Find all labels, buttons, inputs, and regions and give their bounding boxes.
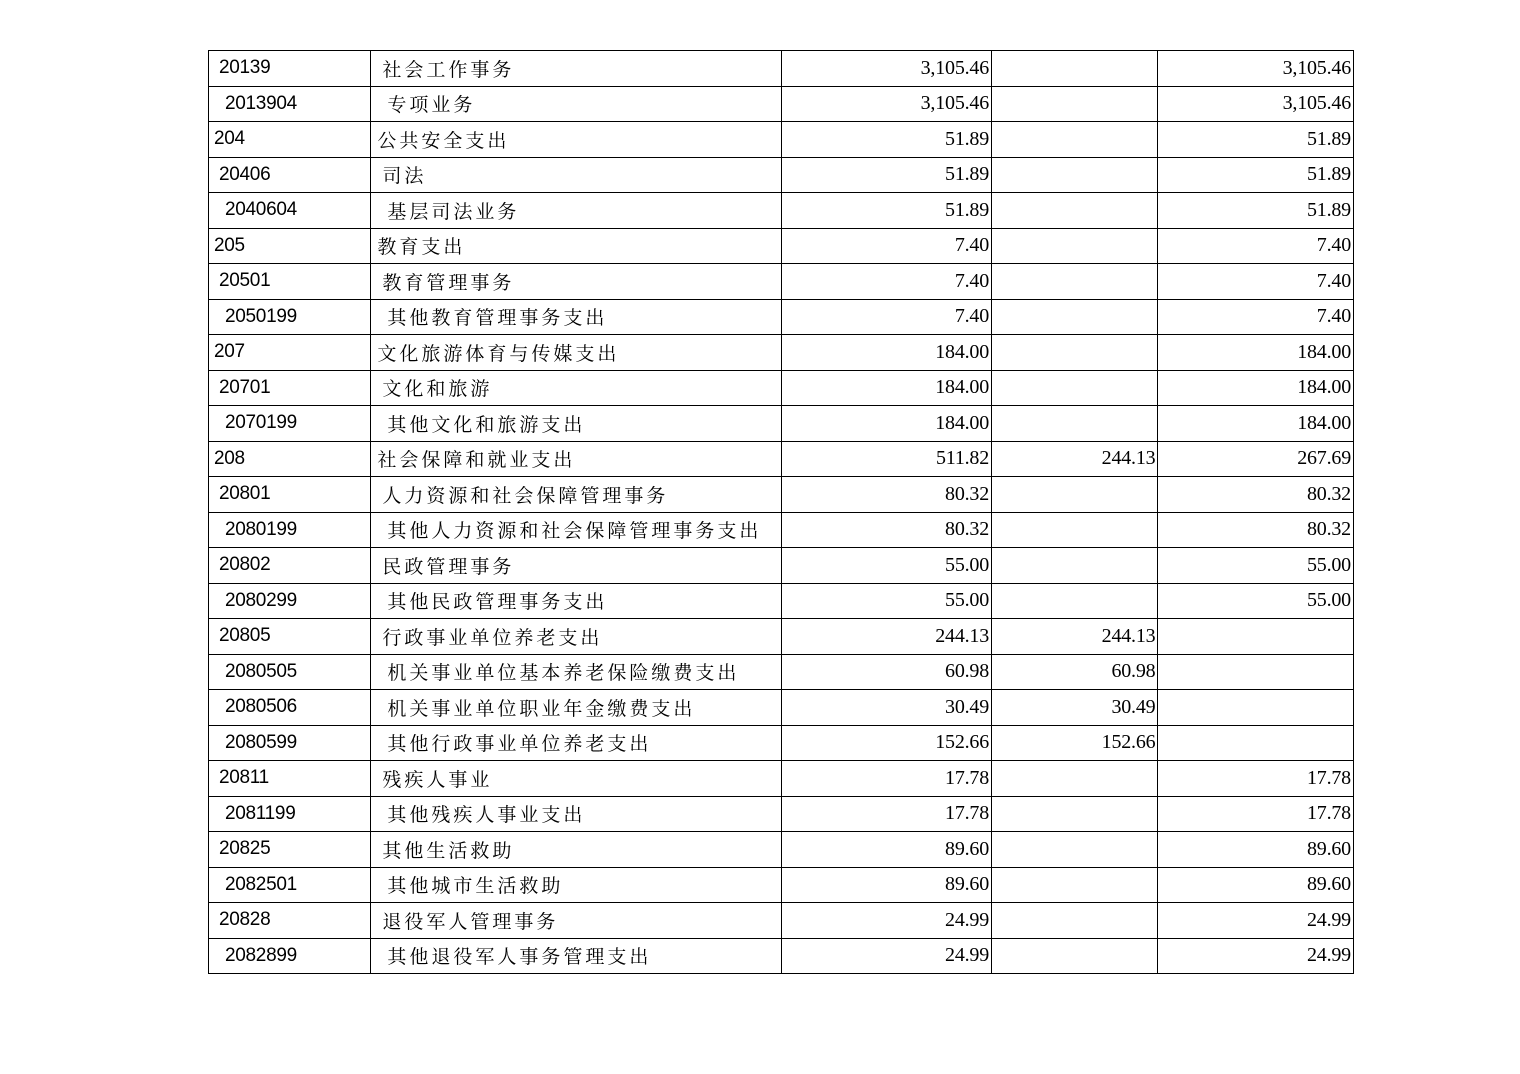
total-amount-cell: 17.78 — [782, 796, 992, 832]
table-row — [209, 335, 1354, 371]
basic-expenditure-cell — [992, 938, 1158, 974]
subject-name-cell: 公共安全支出 — [371, 122, 782, 158]
subject-name-cell: 人力资源和社会保障管理事务 — [371, 477, 782, 513]
subject-code-cell: 207 — [209, 335, 371, 371]
total-amount-cell: 80.32 — [782, 477, 992, 513]
table-row — [209, 619, 1354, 655]
subject-name-cell: 残疾人事业 — [371, 761, 782, 797]
total-amount-cell: 244.13 — [782, 619, 992, 655]
basic-expenditure-cell — [992, 903, 1158, 939]
table-row — [209, 406, 1354, 442]
basic-expenditure-cell: 244.13 — [992, 441, 1158, 477]
project-expenditure-cell: 3,105.46 — [1158, 86, 1354, 122]
project-expenditure-cell: 80.32 — [1158, 477, 1354, 513]
table-row — [209, 86, 1354, 122]
basic-expenditure-cell — [992, 867, 1158, 903]
project-expenditure-cell: 24.99 — [1158, 903, 1354, 939]
subject-name-cell: 司法 — [371, 157, 782, 193]
project-expenditure-cell: 89.60 — [1158, 832, 1354, 868]
subject-code-cell: 204 — [209, 122, 371, 158]
total-amount-cell: 55.00 — [782, 583, 992, 619]
subject-name-cell: 教育管理事务 — [371, 264, 782, 300]
basic-expenditure-cell — [992, 193, 1158, 229]
subject-name-cell: 其他退役军人事务管理支出 — [371, 938, 782, 974]
total-amount-cell: 7.40 — [782, 264, 992, 300]
total-amount-cell: 51.89 — [782, 122, 992, 158]
subject-code-cell: 2070199 — [209, 406, 371, 442]
subject-name-cell: 其他城市生活救助 — [371, 867, 782, 903]
total-amount-cell: 55.00 — [782, 548, 992, 584]
subject-code-cell: 205 — [209, 228, 371, 264]
subject-code-cell: 2013904 — [209, 86, 371, 122]
subject-code-cell: 2080299 — [209, 583, 371, 619]
subject-code-cell: 2080505 — [209, 654, 371, 690]
total-amount-cell: 3,105.46 — [782, 86, 992, 122]
table-row — [209, 832, 1354, 868]
subject-name-cell: 其他人力资源和社会保障管理事务支出 — [371, 512, 782, 548]
subject-name-cell: 社会保障和就业支出 — [371, 441, 782, 477]
total-amount-cell: 7.40 — [782, 228, 992, 264]
project-expenditure-cell — [1158, 690, 1354, 726]
project-expenditure-cell: 55.00 — [1158, 548, 1354, 584]
total-amount-cell: 184.00 — [782, 335, 992, 371]
basic-expenditure-cell — [992, 832, 1158, 868]
project-expenditure-cell: 55.00 — [1158, 583, 1354, 619]
total-amount-cell: 80.32 — [782, 512, 992, 548]
subject-code-cell: 2081199 — [209, 796, 371, 832]
total-amount-cell: 17.78 — [782, 761, 992, 797]
project-expenditure-cell: 7.40 — [1158, 228, 1354, 264]
basic-expenditure-cell: 152.66 — [992, 725, 1158, 761]
subject-name-cell: 民政管理事务 — [371, 548, 782, 584]
subject-name-cell: 文化和旅游 — [371, 370, 782, 406]
table-row — [209, 690, 1354, 726]
subject-name-cell: 基层司法业务 — [371, 193, 782, 229]
subject-name-cell: 专项业务 — [371, 86, 782, 122]
project-expenditure-cell: 17.78 — [1158, 761, 1354, 797]
subject-code-cell: 20406 — [209, 157, 371, 193]
subject-code-cell: 20501 — [209, 264, 371, 300]
subject-code-cell: 2080199 — [209, 512, 371, 548]
table-row — [209, 761, 1354, 797]
project-expenditure-cell: 51.89 — [1158, 193, 1354, 229]
subject-name-cell: 其他行政事业单位养老支出 — [371, 725, 782, 761]
subject-name-cell: 其他残疾人事业支出 — [371, 796, 782, 832]
total-amount-cell: 30.49 — [782, 690, 992, 726]
subject-name-cell: 行政事业单位养老支出 — [371, 619, 782, 655]
budget-expenditure-table — [208, 50, 1354, 974]
table-row — [209, 193, 1354, 229]
subject-code-cell: 2082899 — [209, 938, 371, 974]
table-row — [209, 228, 1354, 264]
project-expenditure-cell: 51.89 — [1158, 157, 1354, 193]
project-expenditure-cell: 24.99 — [1158, 938, 1354, 974]
subject-name-cell: 退役军人管理事务 — [371, 903, 782, 939]
table-row — [209, 441, 1354, 477]
table-row — [209, 157, 1354, 193]
table-row — [209, 122, 1354, 158]
project-expenditure-cell — [1158, 619, 1354, 655]
total-amount-cell: 60.98 — [782, 654, 992, 690]
table-row — [209, 654, 1354, 690]
subject-code-cell: 208 — [209, 441, 371, 477]
basic-expenditure-cell — [992, 406, 1158, 442]
table-row — [209, 477, 1354, 513]
table-row — [209, 903, 1354, 939]
subject-name-cell: 教育支出 — [371, 228, 782, 264]
basic-expenditure-cell — [992, 370, 1158, 406]
subject-name-cell: 机关事业单位基本养老保险缴费支出 — [371, 654, 782, 690]
project-expenditure-cell: 80.32 — [1158, 512, 1354, 548]
basic-expenditure-cell: 60.98 — [992, 654, 1158, 690]
table-row — [209, 725, 1354, 761]
project-expenditure-cell: 184.00 — [1158, 370, 1354, 406]
project-expenditure-cell: 184.00 — [1158, 406, 1354, 442]
table-row — [209, 264, 1354, 300]
total-amount-cell: 511.82 — [782, 441, 992, 477]
subject-name-cell: 社会工作事务 — [371, 51, 782, 87]
subject-code-cell: 2082501 — [209, 867, 371, 903]
table-row — [209, 796, 1354, 832]
basic-expenditure-cell — [992, 228, 1158, 264]
total-amount-cell: 51.89 — [782, 157, 992, 193]
basic-expenditure-cell — [992, 157, 1158, 193]
subject-code-cell: 20805 — [209, 619, 371, 655]
subject-code-cell: 20801 — [209, 477, 371, 513]
project-expenditure-cell: 51.89 — [1158, 122, 1354, 158]
basic-expenditure-cell: 30.49 — [992, 690, 1158, 726]
subject-code-cell: 2050199 — [209, 299, 371, 335]
subject-code-cell: 2080506 — [209, 690, 371, 726]
table-row — [209, 370, 1354, 406]
subject-name-cell: 其他民政管理事务支出 — [371, 583, 782, 619]
project-expenditure-cell — [1158, 725, 1354, 761]
table-row — [209, 548, 1354, 584]
basic-expenditure-cell — [992, 548, 1158, 584]
project-expenditure-cell: 7.40 — [1158, 264, 1354, 300]
total-amount-cell: 51.89 — [782, 193, 992, 229]
basic-expenditure-cell: 244.13 — [992, 619, 1158, 655]
subject-name-cell: 其他文化和旅游支出 — [371, 406, 782, 442]
table-row — [209, 867, 1354, 903]
subject-code-cell: 20139 — [209, 51, 371, 87]
project-expenditure-cell: 3,105.46 — [1158, 51, 1354, 87]
table-row — [209, 299, 1354, 335]
subject-code-cell: 20701 — [209, 370, 371, 406]
subject-code-cell: 2040604 — [209, 193, 371, 229]
project-expenditure-cell — [1158, 654, 1354, 690]
table-body — [209, 51, 1354, 974]
basic-expenditure-cell — [992, 86, 1158, 122]
basic-expenditure-cell — [992, 761, 1158, 797]
basic-expenditure-cell — [992, 583, 1158, 619]
subject-code-cell: 20811 — [209, 761, 371, 797]
total-amount-cell: 152.66 — [782, 725, 992, 761]
total-amount-cell: 7.40 — [782, 299, 992, 335]
total-amount-cell: 24.99 — [782, 938, 992, 974]
project-expenditure-cell: 89.60 — [1158, 867, 1354, 903]
table-row — [209, 51, 1354, 87]
basic-expenditure-cell — [992, 51, 1158, 87]
subject-name-cell: 机关事业单位职业年金缴费支出 — [371, 690, 782, 726]
total-amount-cell: 89.60 — [782, 832, 992, 868]
subject-name-cell: 文化旅游体育与传媒支出 — [371, 335, 782, 371]
basic-expenditure-cell — [992, 796, 1158, 832]
table-row — [209, 512, 1354, 548]
basic-expenditure-cell — [992, 299, 1158, 335]
basic-expenditure-cell — [992, 264, 1158, 300]
basic-expenditure-cell — [992, 477, 1158, 513]
subject-code-cell: 20828 — [209, 903, 371, 939]
basic-expenditure-cell — [992, 512, 1158, 548]
table-row — [209, 583, 1354, 619]
project-expenditure-cell: 17.78 — [1158, 796, 1354, 832]
table-row — [209, 938, 1354, 974]
basic-expenditure-cell — [992, 335, 1158, 371]
total-amount-cell: 184.00 — [782, 370, 992, 406]
total-amount-cell: 24.99 — [782, 903, 992, 939]
project-expenditure-cell: 7.40 — [1158, 299, 1354, 335]
project-expenditure-cell: 267.69 — [1158, 441, 1354, 477]
project-expenditure-cell: 184.00 — [1158, 335, 1354, 371]
subject-name-cell: 其他教育管理事务支出 — [371, 299, 782, 335]
total-amount-cell: 184.00 — [782, 406, 992, 442]
subject-code-cell: 2080599 — [209, 725, 371, 761]
total-amount-cell: 89.60 — [782, 867, 992, 903]
subject-code-cell: 20802 — [209, 548, 371, 584]
subject-name-cell: 其他生活救助 — [371, 832, 782, 868]
total-amount-cell: 3,105.46 — [782, 51, 992, 87]
basic-expenditure-cell — [992, 122, 1158, 158]
subject-code-cell: 20825 — [209, 832, 371, 868]
